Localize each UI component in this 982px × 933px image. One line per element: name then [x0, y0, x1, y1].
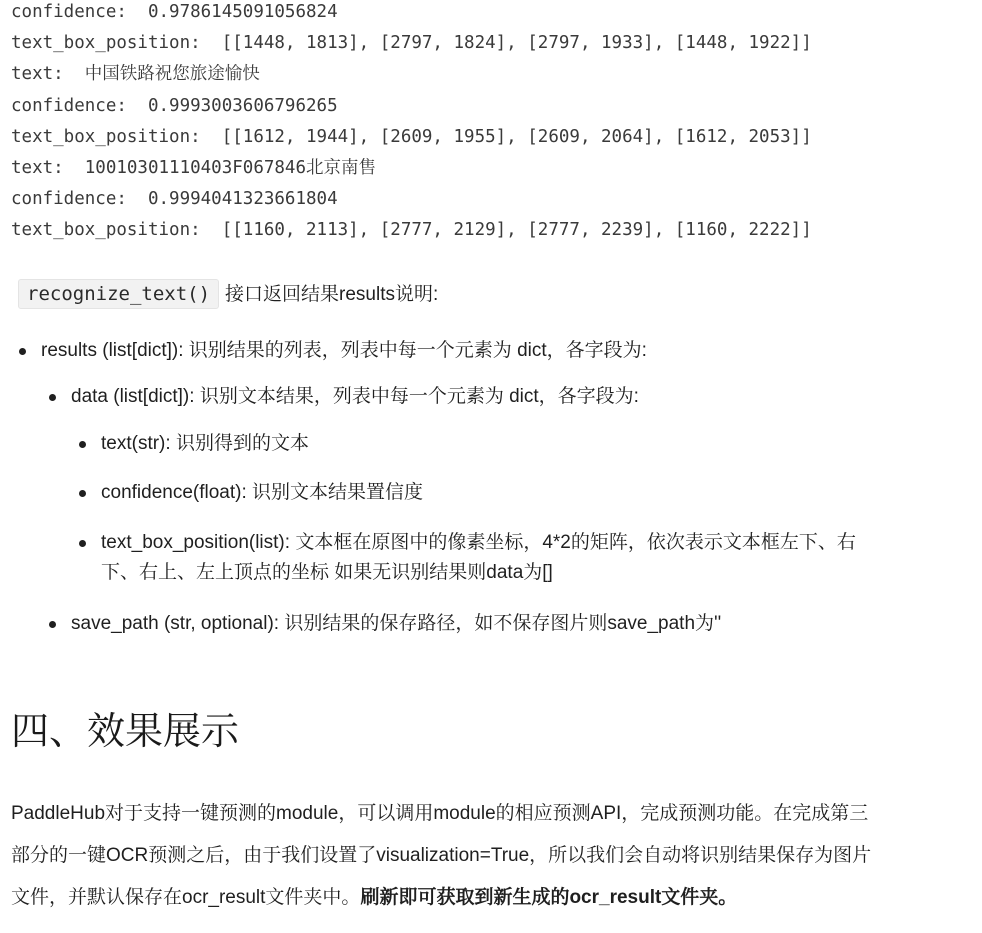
inline-code-recognize-text: recognize_text(): [18, 279, 219, 309]
output-line: text: 中国铁路祝您旅途愉快: [11, 64, 260, 85]
output-line: confidence: 0.9994041323661804: [11, 189, 338, 210]
section-heading: 四、效果展示: [11, 711, 240, 753]
paragraph-line: 文件，并默认保存在ocr_result文件夹中。: [11, 887, 361, 908]
list-item-results: results (list[dict]): 识别结果的列表，列表中每一个元素为 dict，各字段为:: [41, 336, 647, 366]
list-item-text-box-position-line1: text_box_position(list): 文本框在原图中的像素坐标，4*2的矩阵，依次表示文本框左下、右: [101, 532, 856, 553]
list-item-text-box-position-line2: 下、右上、左上顶点的坐标 如果无识别结果则data为[]: [101, 562, 553, 583]
list-item-text-box-position: [101, 528, 856, 588]
list-item-save-path: save_path (str, optional): 识别结果的保存路径，如不保存图片则save_path为'': [71, 609, 721, 639]
paragraph-bold-note: 刷新即可获取到新生成的ocr_result文件夹。: [360, 887, 738, 908]
return-description: [18, 279, 438, 311]
list-item-text: text(str): 识别得到的文本: [101, 429, 309, 459]
paragraph-line: 部分的一键OCR预测之后，由于我们设置了visualization=True，所以我们会自动将识别结果保存为图片: [11, 845, 872, 866]
return-description-text: 接口返回结果results说明:: [225, 284, 439, 305]
output-line: text_box_position: [[1448, 1813], [2797, 1824], [2797, 1933], [1448, 1922]]: [11, 33, 812, 54]
output-line: confidence: 0.9993003606796265: [11, 95, 338, 116]
output-line: text_box_position: [[1160, 2113], [2777, 2129], [2777, 2239], [1160, 2222]]: [11, 220, 812, 241]
code-output-block: [11, 0, 812, 247]
list-item-data: data (list[dict]): 识别文本结果，列表中每一个元素为 dict，各字段为:: [71, 382, 639, 412]
output-line: text: 10010301110403F067846北京南售: [11, 157, 377, 178]
paragraph-line: PaddleHub对于支持一键预测的module，可以调用module的相应预测API，完成预测功能。在完成第三: [11, 803, 869, 824]
list-item-confidence: confidence(float): 识别文本结果置信度: [101, 478, 423, 508]
section-paragraph: [11, 793, 966, 919]
output-line: confidence: 0.9786145091056824: [11, 2, 338, 22]
output-line: text_box_position: [[1612, 1944], [2609, 1955], [2609, 2064], [1612, 2053]]: [11, 126, 812, 147]
